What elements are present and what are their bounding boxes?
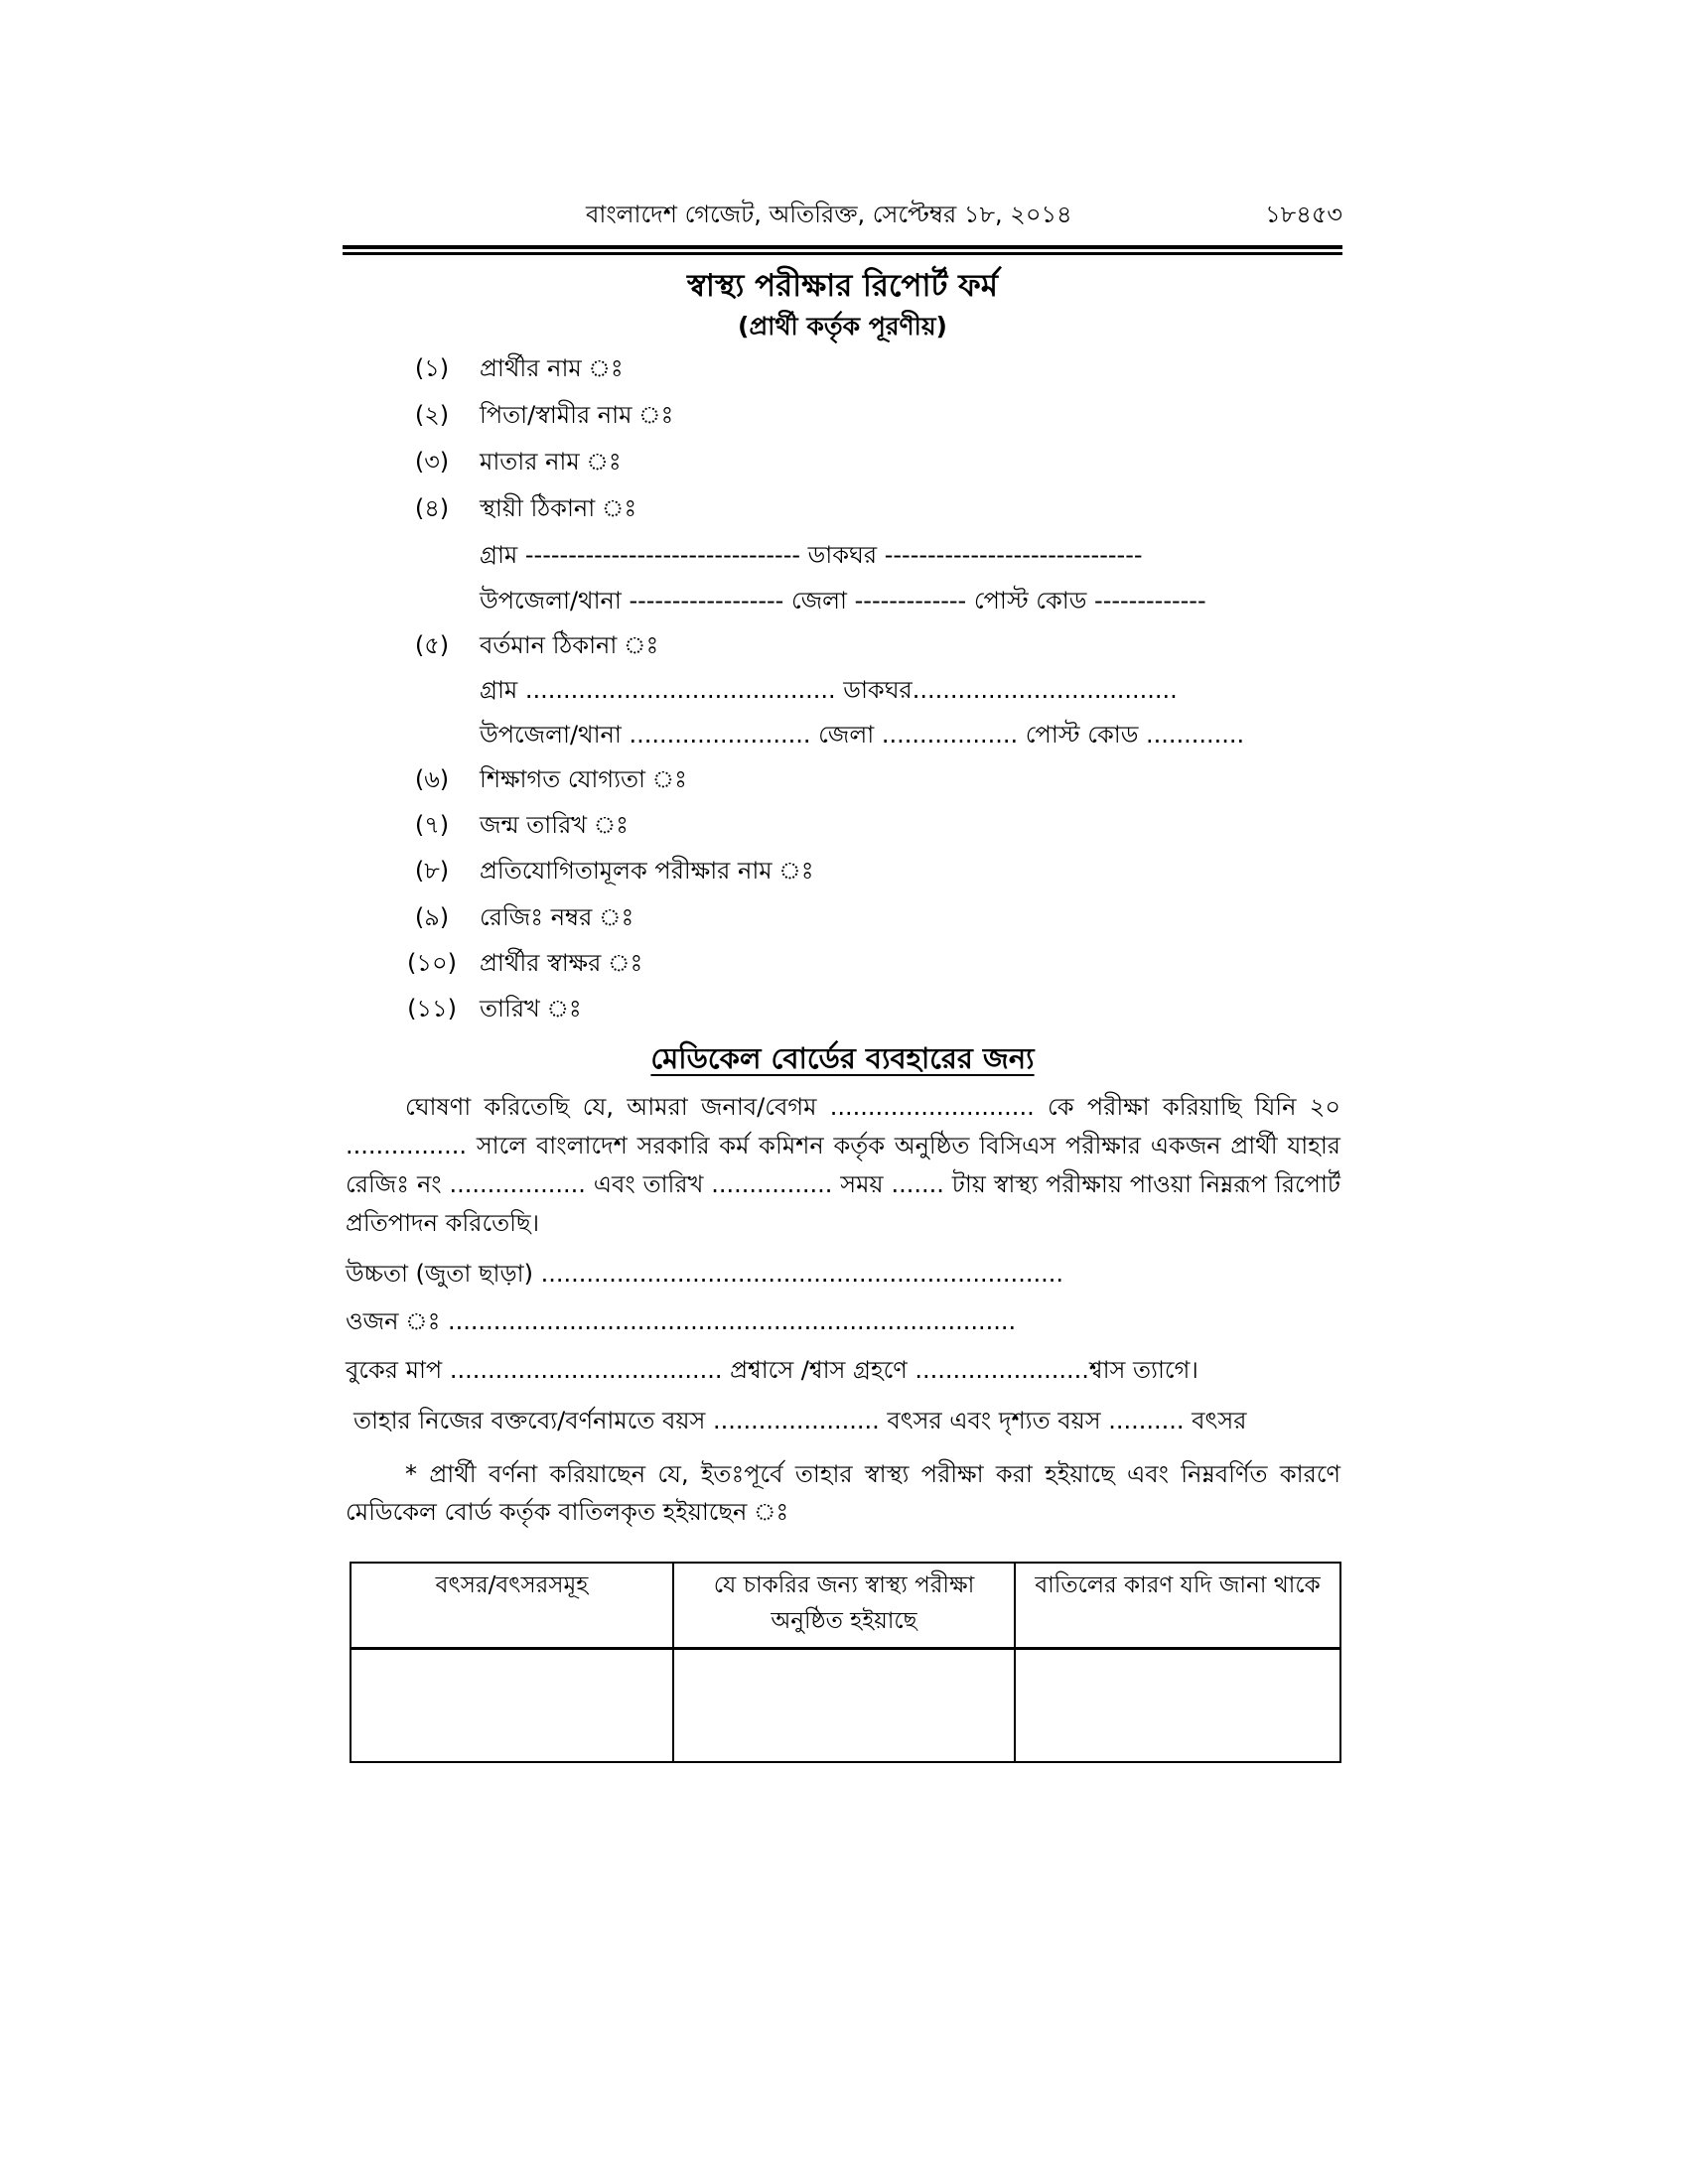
table-header-row (351, 1563, 1340, 1649)
height-line: উচ্চতা (জুতা ছাড়া) ..................................................................... (346, 1260, 1063, 1288)
column-header-years: বৎসর/বৎসরসমূহ (351, 1563, 673, 1649)
table-cell-years[interactable] (351, 1649, 673, 1763)
chest-measure-line: বুকের মাপ .................................... প্রশ্বাসে /শ্বাস গ্রহণে .......................শ্বাস ত্যাগে। (346, 1356, 1198, 1384)
column-header-job: যে চাকরির জন্য স্বাস্থ্য পরীক্ষা অনুষ্ঠিত হইয়াছে (673, 1563, 1015, 1649)
previous-exam-note (346, 1455, 1340, 1531)
registration-number-label: রেজিঃ নম্বর ঃ (480, 903, 634, 931)
exam-name-label: প্রতিযোগিতামূলক পরীক্ষার নাম ঃ (480, 857, 814, 885)
note-text: * প্রার্থী বর্ণনা করিয়াছেন যে, ইতঃপূর্বে তাহার স্বাস্থ্য পরীক্ষা করা হইয়াছে এবং নিম্নবর্ণিত কারণে মেডিকেল বোর্ড কর্তৃক বাতিলকৃত হইয়াছেন ঃ (346, 1460, 1340, 1526)
permanent-address-line-1: গ্রাম -------------------------------- ডাকঘর ------------------------------ (480, 541, 1143, 569)
item-number: (৭) (414, 811, 450, 839)
permanent-address-label: স্থায়ী ঠিকানা ঃ (480, 494, 637, 522)
table-cell-reason[interactable] (1015, 1649, 1340, 1763)
present-address-line-2: উপজেলা/থানা ........................ জেলা .................. পোস্ট কোড ............. (480, 721, 1245, 749)
column-header-reason: বাতিলের কারণ যদি জানা থাকে (1015, 1563, 1340, 1649)
page-number: ১৮৪৫৩ (1265, 201, 1342, 228)
header-rule-top (343, 245, 1342, 249)
declaration-text: ঘোষণা করিতেছি যে, আমরা জনাব/বেগম ........................... কে পরীক্ষা করিয়াছি যিনি ২০ ................ সালে বাংলাদেশ সরকারি কর্ম কমিশন কর্তৃক অনুষ্ঠিত বিসিএস পরীক্ষার একজন প্রার্থী যাহার রেজিঃ নং .................. এবং তারিখ ................ সময় ....... টায় স্বাস্থ্য পরীক্ষায় পাওয়া নিম্নরূপ রিপোর্ট প্রতিপাদন করিতেছি। (346, 1093, 1340, 1237)
medical-board-heading (343, 1039, 1342, 1077)
item-number: (৩) (414, 448, 450, 476)
item-number: (১১) (407, 995, 457, 1023)
item-number: (৯) (414, 903, 450, 931)
declaration-paragraph (346, 1088, 1340, 1243)
medical-board-heading-text: মেডিকেল বোর্ডের ব্যবহারের জন্য (650, 1041, 1035, 1075)
date-label: তারিখ ঃ (480, 995, 582, 1023)
item-number: (১) (414, 354, 450, 382)
running-title: বাংলাদেশ গেজেট, অতিরিক্ত, সেপ্টেম্বর ১৮, ২০১৪ (586, 201, 1072, 228)
item-number: (১০) (407, 949, 457, 977)
form-title: স্বাস্থ্য পরীক্ষার রিপোর্ট ফর্ম (686, 268, 999, 304)
father-husband-name-label: পিতা/স্বামীর নাম ঃ (480, 401, 674, 429)
item-number: (৫) (414, 631, 450, 659)
present-address-line-1: গ্রাম ......................................... ডাকঘর................................... (480, 676, 1178, 704)
table-cell-job[interactable] (673, 1649, 1015, 1763)
form-subtitle: (প্রার্থী কর্তৃক পূরণীয়) (738, 312, 947, 341)
item-number: (৬) (414, 765, 450, 793)
age-line: তাহার নিজের বক্তব্যে/বর্ণনামতে বয়স ...................... বৎসর এবং দৃশ্যত বয়স .......... বৎসর (353, 1407, 1247, 1434)
permanent-address-line-2: উপজেলা/থানা ------------------ জেলা ------------- পোস্ট কোড ------------- (480, 587, 1206, 614)
mother-name-label: মাতার নাম ঃ (480, 448, 622, 476)
item-number: (৪) (414, 494, 450, 522)
weight-line: ওজন ঃ ........................................................................... (346, 1307, 1017, 1335)
previous-rejection-table (350, 1562, 1341, 1763)
applicant-signature-label: প্রার্থীর স্বাক্ষর ঃ (480, 949, 643, 977)
applicant-name-label: প্রার্থীর নাম ঃ (480, 354, 624, 382)
education-label: শিক্ষাগত যোগ্যতা ঃ (480, 765, 687, 793)
birth-date-label: জন্ম তারিখ ঃ (480, 811, 629, 839)
table-row (351, 1649, 1340, 1763)
item-number: (৮) (414, 857, 450, 885)
item-number: (২) (414, 401, 450, 429)
present-address-label: বর্তমান ঠিকানা ঃ (480, 631, 659, 659)
header-rule-bottom (343, 252, 1342, 255)
